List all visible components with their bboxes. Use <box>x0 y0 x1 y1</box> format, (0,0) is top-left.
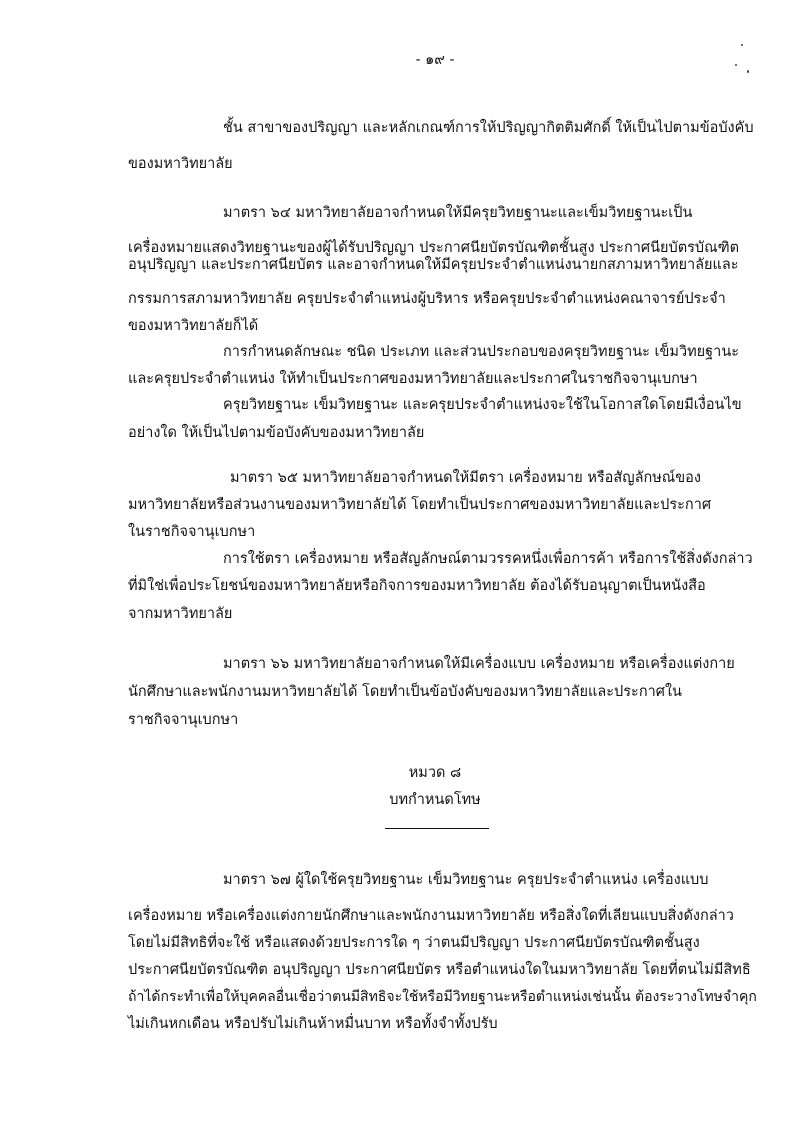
scan-speck <box>741 44 743 46</box>
section-64-heading-line: มาตรา ๖๔ มหาวิทยาลัยอาจกำหนดให้มีครุยวิทยฐานะและเข็มวิทยฐานะเป็น <box>223 205 693 221</box>
text-line: การกำหนดลักษณะ ชนิด ประเภท และส่วนประกอบของครุยวิทยฐานะ เข็มวิทยฐานะ <box>223 344 740 360</box>
text-line: กรรมการสภามหาวิทยาลัย ครุยประจำตำแหน่งผู้บริหาร หรือครุยประจำตำแหน่งคณาจารย์ประจำ <box>128 291 726 307</box>
section-66-heading-line: มาตรา ๖๖ มหาวิทยาลัยอาจกำหนดให้มีเครื่องแบบ เครื่องหมาย หรือเครื่องแต่งกาย <box>223 656 735 672</box>
text-line: ชั้น สาขาของปริญญา และหลักเกณฑ์การให้ปริญญากิตติมศักดิ์ ให้เป็นไปตามข้อบังคับ <box>223 120 754 136</box>
text-line: โดยไม่มีสิทธิที่จะใช้ หรือแสดงด้วยประการใด ๆ ว่าตนมีปริญญา ประกาศนียบัตรบัณฑิตชั้นสูง <box>128 935 700 951</box>
chapter-divider <box>385 828 489 829</box>
text-line: ประกาศนียบัตรบัณฑิต อนุปริญญา ประกาศนียบัตร หรือตำแหน่งใดในมหาวิทยาลัย โดยที่ตนไม่มีสิทธิ <box>128 962 751 978</box>
text-line: ถ้าได้กระทำเพื่อให้บุคคลอื่นเชื่อว่าตนมีสิทธิจะใช้หรือมีวิทยฐานะหรือตำแหน่งเช่นนั้น ต้องระวางโทษจำคุก <box>128 989 757 1005</box>
text-line: อย่างใด ให้เป็นไปตามข้อบังคับของมหาวิทยาลัย <box>128 425 425 441</box>
text-line: ของมหาวิทยาลัย <box>128 156 233 172</box>
chapter-title: บทกำหนดโทษ <box>389 792 481 808</box>
text-line: ไม่เกินหกเดือน หรือปรับไม่เกินห้าหมื่นบาท หรือทั้งจำทั้งปรับ <box>128 1016 498 1032</box>
text-line: ราชกิจจานุเบกษา <box>128 712 239 728</box>
section-67-heading-line: มาตรา ๖๗ ผู้ใดใช้ครุยวิทยฐานะ เข็มวิทยฐานะ ครุยประจำตำแหน่ง เครื่องแบบ <box>223 872 709 888</box>
text-line: ที่มิใช่เพื่อประโยชน์ของมหาวิทยาลัยหรือกิจการของมหาวิทยาลัย ต้องได้รับอนุญาตเป็นหนังสือ <box>128 578 706 594</box>
text-line: นักศึกษาและพนักงานมหาวิทยาลัยได้ โดยทำเป็นข้อบังคับของมหาวิทยาลัยและประกาศใน <box>128 684 682 700</box>
text-line: เครื่องหมายแสดงวิทยฐานะของผู้ได้รับปริญญา ประกาศนียบัตรบัณฑิตชั้นสูง ประกาศนียบัตรบัณฑิต <box>128 240 740 256</box>
page-number: - ๑๙ - <box>415 52 455 68</box>
text-line: เครื่องหมาย หรือเครื่องแต่งกายนักศึกษาและพนักงานมหาวิทยาลัย หรือสิ่งใดที่เลียนแบบสิ่งดังกล่าว <box>128 908 734 924</box>
text-line: ของมหาวิทยาลัยก็ได้ <box>128 318 259 334</box>
scan-speck <box>747 70 749 73</box>
text-line: ในราชกิจจานุเบกษา <box>128 524 256 540</box>
chapter-number: หมวด ๘ <box>408 765 462 781</box>
section-65-heading-line: มาตรา ๖๕ มหาวิทยาลัยอาจกำหนดให้มีตรา เครื่องหมาย หรือสัญลักษณ์ของ <box>230 470 701 486</box>
text-line: ครุยวิทยฐานะ เข็มวิทยฐานะ และครุยประจำตำแหน่งจะใช้ในโอกาสใดโดยมีเงื่อนไข <box>223 397 742 413</box>
text-line: การใช้ตรา เครื่องหมาย หรือสัญลักษณ์ตามวรรคหนึ่งเพื่อการค้า หรือการใช้สิ่งดังกล่าว <box>223 551 753 567</box>
text-line: มหาวิทยาลัยหรือส่วนงานของมหาวิทยาลัยได้ โดยทำเป็นประกาศของมหาวิทยาลัยและประกาศ <box>128 497 712 513</box>
text-line: และครุยประจำตำแหน่ง ให้ทำเป็นประกาศของมหาวิทยาลัยและประกาศในราชกิจจานุเบกษา <box>128 371 698 387</box>
scan-speck <box>735 64 737 66</box>
text-line: จากมหาวิทยาลัย <box>128 606 233 622</box>
text-line: อนุปริญญา และประกาศนียบัตร และอาจกำหนดให้มีครุยประจำตำแหน่งนายกสภามหาวิทยาลัยและ <box>128 257 739 273</box>
